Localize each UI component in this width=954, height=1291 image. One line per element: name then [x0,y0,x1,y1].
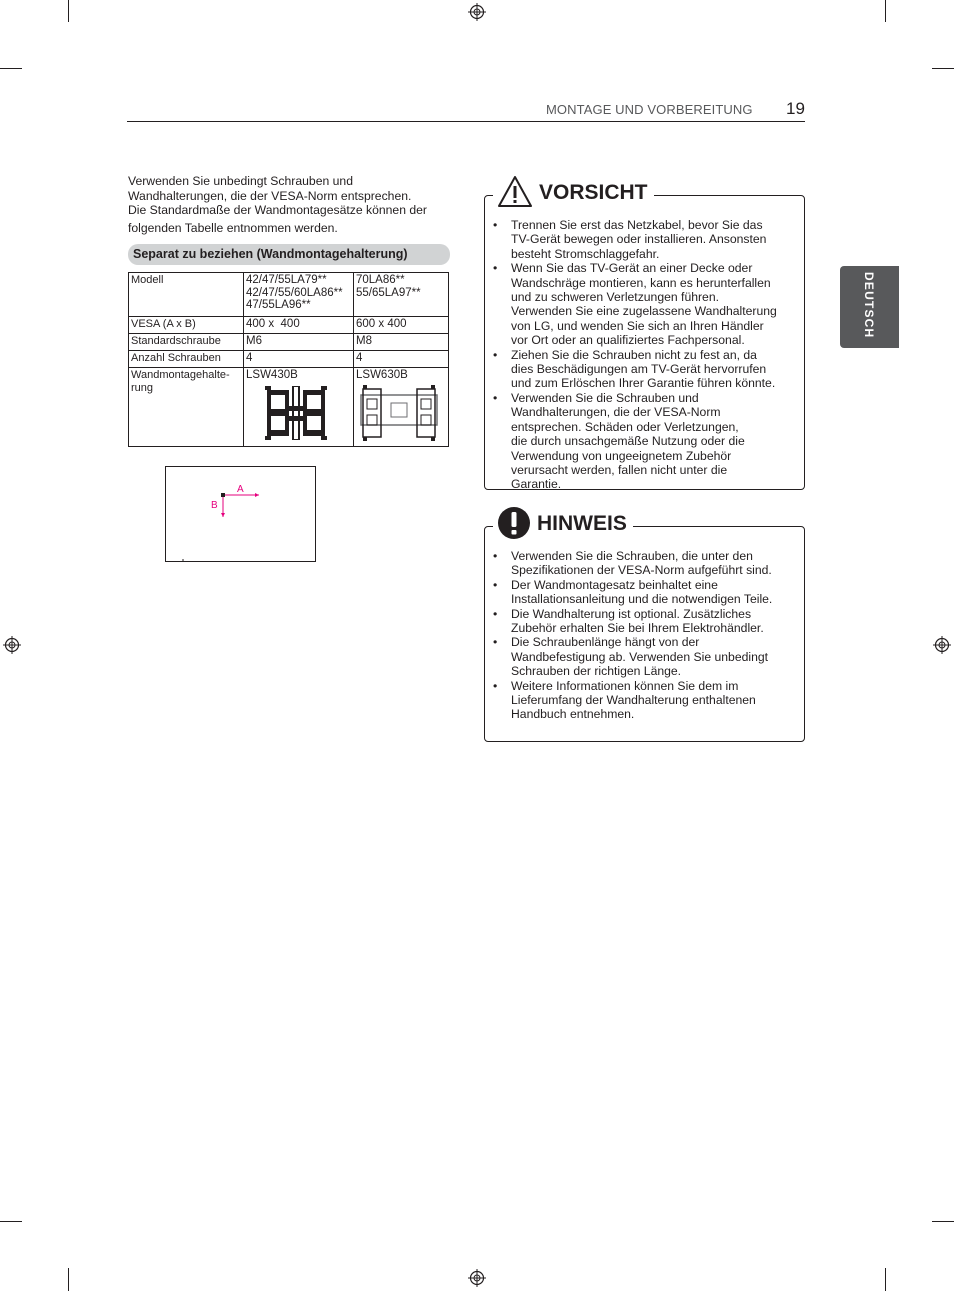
bracket-model: LSW430B [246,369,298,381]
table-cell-label: Standardschraube [129,334,244,351]
warning-triangle-icon [497,175,533,209]
registration-mark-icon [468,1269,486,1287]
exclamation-icon [497,506,531,540]
page-number: 19 [786,99,805,118]
intro-paragraph [128,174,458,235]
table-cell-label: Modell [129,273,244,317]
caution-list [485,218,803,492]
section-title: MONTAGE UND VORBEREITUNG [546,102,753,117]
wall-bracket-lsw430b-image [265,386,327,440]
table-cell: 4 [244,351,354,368]
crop-mark [885,0,886,22]
header-divider [127,121,805,122]
note-title: HINWEIS [537,512,627,535]
model-name: 70LA86** [356,274,405,286]
table-cell [244,273,354,317]
intro-line: Die Standardmaße der Wandmontagesätze können der [128,203,427,218]
note-heading [493,508,633,540]
table-cell: M8 [354,334,449,351]
list-item: • Trennen Sie erst das Netzkabel, bevor Sie das TV-Gerät bewegen oder installieren. Ansonsten besteht Stromschlaggefahr. [485,218,803,261]
model-name: 47/55LA96** [246,299,311,311]
table-cell: 4 [354,351,449,368]
wall-mount-spec-table [128,272,449,447]
table-cell: 400 x 400 [244,317,354,334]
list-item: • Wenn Sie das TV-Gerät an einer Decke oder Wandschräge montieren, kann es herunterfallen und zu schweren Verletzungen führen. Verwenden Sie eine zugelassene Wandhalterung von LG, und wenden Sie sich an Ihren Händler vor Ort oder an qualifiziertes Fachpersonal. [485,261,803,347]
purchase-separately-label: Separat zu beziehen (Wandmontagehalterung) [128,244,450,265]
table-cell [244,368,354,447]
crop-mark [68,0,69,22]
dimension-a-label: A [237,484,244,495]
registration-mark-icon [933,636,951,654]
intro-line: Wandhalterungen, die der VESA-Norm entsprechen. [128,188,412,203]
vesa-diagram [165,466,316,562]
crop-mark [932,1221,954,1222]
list-item: • Die Wandhalterung ist optional. Zusätzliches Zubehör erhalten Sie bei Ihrem Elektrohändler. [485,607,803,636]
table-cell-label: VESA (A x B) [129,317,244,334]
list-item: • Verwenden Sie die Schrauben, die unter den Spezifikationen der VESA-Norm aufgeführt sind. [485,549,803,578]
registration-mark-icon [468,3,486,21]
crop-mark [932,68,954,69]
language-tab [840,266,899,348]
table-cell [354,273,449,317]
list-item: • Verwenden Sie die Schrauben und Wandhalterungen, die der VESA-Norm entsprechen. Schäden oder Verletzungen, die durch unsachgemäße Nutzung oder die Verwendung von ungeeignetem Zubehör verursacht werden, fallen nicht unter die Garantie. [485,391,803,492]
vesa-dimension-arrows [166,467,315,561]
caution-title: VORSICHT [539,181,648,204]
caution-box [484,181,805,492]
crop-mark [885,1268,886,1291]
table-cell: M6 [244,334,354,351]
table-cell [354,368,449,447]
table-row [129,368,449,447]
table-row [129,351,449,368]
caution-heading [493,177,654,209]
registration-mark-icon [3,636,21,654]
table-row [129,334,449,351]
wall-bracket-lsw630b-image [359,385,439,441]
note-box [484,512,805,742]
crop-mark [68,1268,69,1291]
language-tab-label: DEUTSCH [862,272,876,339]
note-list [485,549,803,722]
list-item: • Der Wandmontagesatz beinhaltet eine Installationsanleitung und die notwendigen Teile. [485,578,803,607]
dimension-b-label: B [211,500,218,511]
intro-line: folgenden Tabelle entnommen werden. [128,220,338,235]
intro-line: Verwenden Sie unbedingt Schrauben und [128,174,353,188]
table-cell: 600 x 400 [354,317,449,334]
bracket-model: LSW630B [356,369,408,381]
model-name: 42/47/55/60LA86** [246,286,343,299]
table-row [129,317,449,334]
list-item: • Weitere Informationen können Sie dem im Lieferumfang der Wandhalterung enthaltenen Handbuch entnehmen. [485,679,803,722]
table-cell-label: Anzahl Schrauben [129,351,244,368]
list-item: • Ziehen Sie die Schrauben nicht zu fest an, da dies Beschädigungen am TV-Gerät hervorrufen und zum Erlöschen Ihrer Garantie führen könnte. [485,348,803,391]
crop-mark [0,68,22,69]
model-name: 55/65LA97** [356,286,421,299]
model-name: 42/47/55LA79** [246,274,327,286]
list-item: • Die Schraubenlänge hängt von der Wandbefestigung ab. Verwenden Sie unbedingt Schrauben der richtigen Länge. [485,635,803,678]
crop-mark [0,1221,22,1222]
table-cell-label: Wandmontagehalte- rung [129,368,244,447]
table-row [129,273,449,317]
